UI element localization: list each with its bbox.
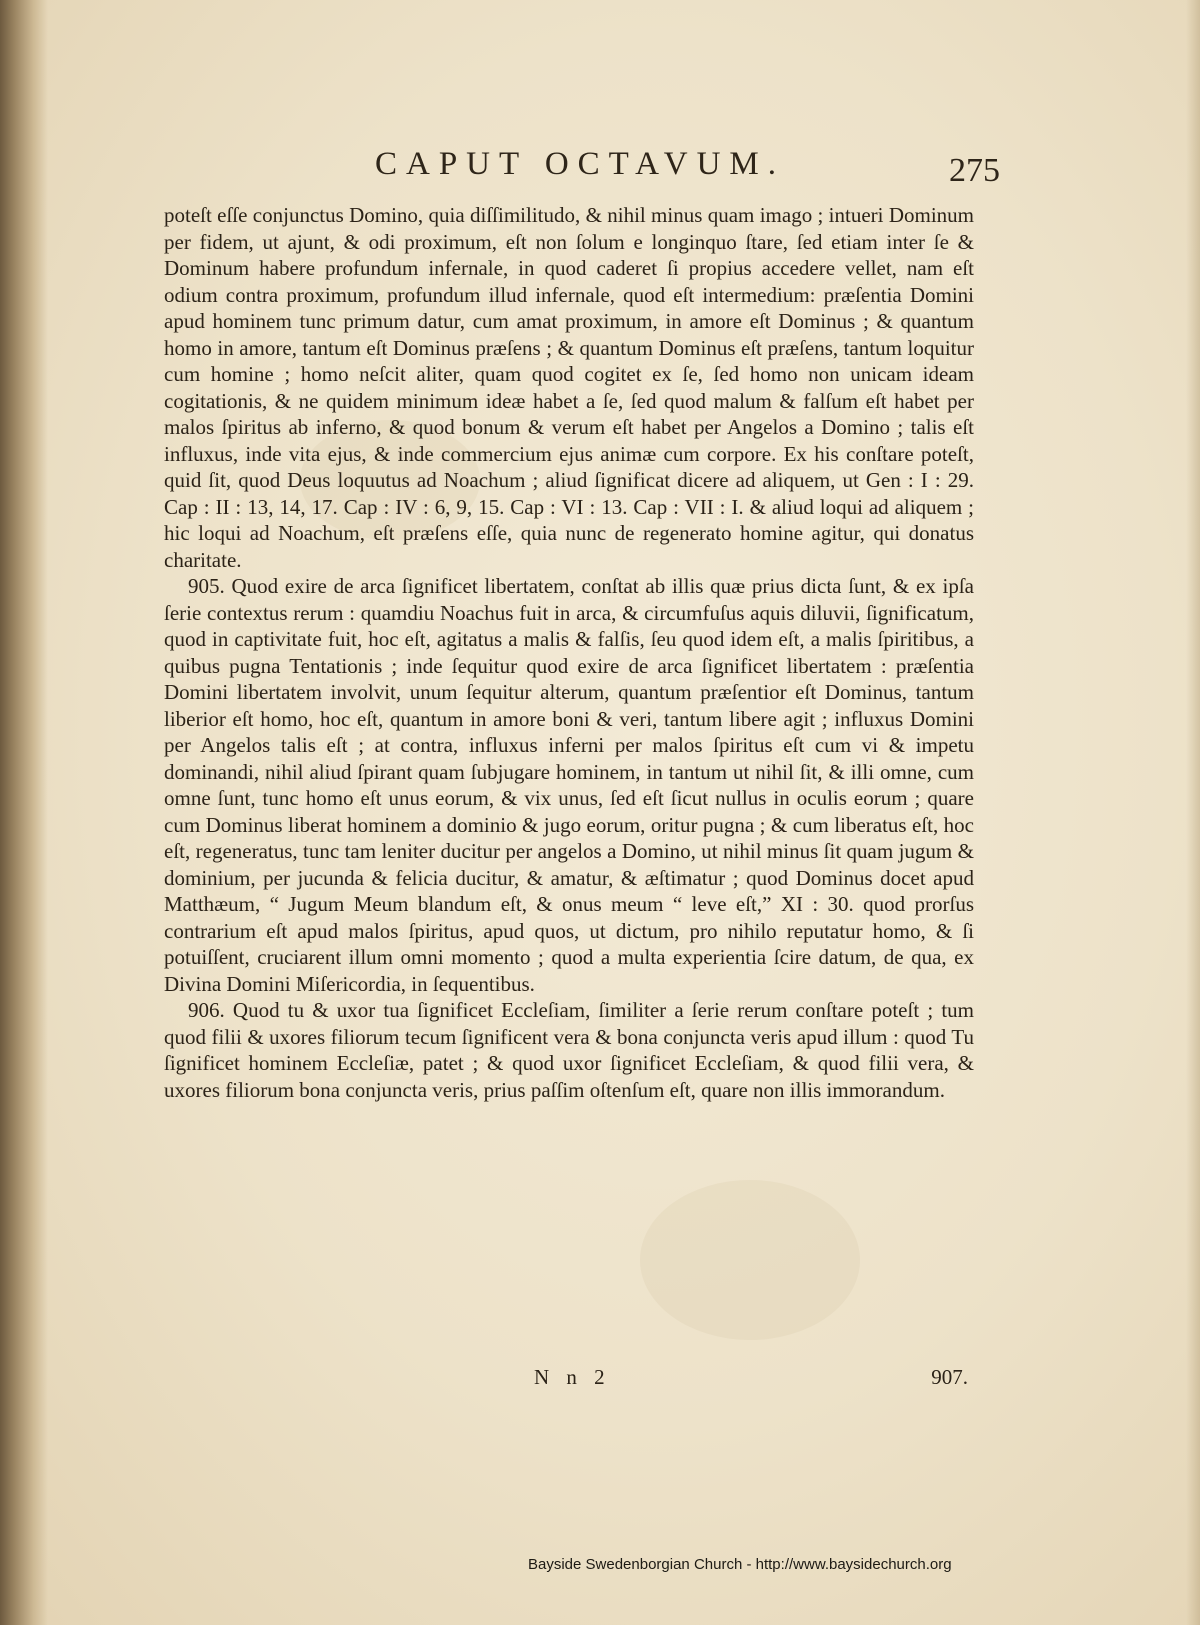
body-text xyxy=(164,202,974,1103)
paragraph-905: 905. Quod exire de arca ſignificet libertatem, conſtat ab illis quæ prius dicta ſunt, & ex ipſa ſerie contextus rerum : quamdiu Noachus fuit in arca, & circumfuſus aquis diluvii, ſignificatum, quod in captivitate fuit, hoc eſt, agitatus a malis & falſis, ſeu quod idem eſt, a malis ſpiritibus, a quibus pugna Tentationis ; inde ſequitur quod exire de arca ſignificet libertatem : præſentia Domini libertatem involvit, unum ſequitur alterum, quantum præſentior eſt Dominus, tantum liberior eſt homo, hoc eſt, quantum in amore boni & veri, tantum libere agit ; influxus Domini per Angelos talis eſt ; at contra, influxus inferni per malos ſpiritus eſt cum vi & impetu dominandi, nihil aliud ſpirant quam ſubjugare hominem, in tantum ut nihil ſit, & illi omne, cum omne ſunt, tunc homo eſt unus eorum, & vix unus, ſed eſt ſicut nullus in oculis eorum ; quare cum Dominus liberat hominem a dominio & jugo eorum, oritur pugna ; & cum liberatus eſt, hoc eſt, regeneratus, tunc tam leniter ducitur per angelos a Domino, ut nihil minus ſit quam jugum & dominium, per jucunda & felicia ducitur, & amatur, & æſtimatur ; quod Dominus docet apud Matthæum, “ Jugum Meum blandum eſt, & onus meum “ leve eſt,” XI : 30. quod prorſus contrarium eſt apud malos ſpiritus, apud quos, ut dictum, pro nihilo reputatur homo, & ſi potuiſſent, cruciarent illum omni momento ; quod a multa experientia ſcire datum, de qua, ex Divina Domini Miſericordia, in ſequentibus. xyxy=(164,574,974,996)
catchword: 907. xyxy=(931,1365,968,1389)
paper-stain xyxy=(640,1180,860,1340)
page-header xyxy=(160,146,1000,190)
spine-shadow xyxy=(0,0,48,1625)
page-number: 275 xyxy=(949,152,1000,189)
page-footer xyxy=(164,1365,974,1395)
running-title: CAPUT OCTAVUM. xyxy=(374,146,786,182)
paragraph-continuation: poteſt eſſe conjunctus Domino, quia diſſimilitudo, & nihil minus quam imago ; intueri Dominum per fidem, ut ajunt, & odi proximum, eſt non ſolum e longinquo ſtare, ſed etiam inter ſe & Dominum habere profundum infernale, in quod caderet ſi propius accedere vellet, nam eſt odium contra proximum, profundum illud infernale, quod eſt intermedium: præſentia Domini apud hominem tunc primum datur, cum amat proximum, in amore eſt Dominus ; & quantum homo in amore, tantum eſt Dominus præſens ; & quantum Dominus eſt præſens, tantum loquitur cum homine ; homo neſcit aliter, quam quod cogitet ex ſe, ſed homo non unicam ideam cogitationis, & ne quidem minimum ideæ habet a ſe, ſed quod malum & falſum eſt habet per malos ſpiritus ab inferno, & quod bonum & verum eſt habet per Angelos a Domino ; talis eſt influxus, inde vita ejus, & inde commercium ejus animæ cum corpore. Ex his conſtare poteſt, quid ſit, quod Deus loquutus ad Noachum ; aliud ſignificat dicere ad aliquem, ut Gen : I : 29. Cap : II : 13, 14, 17. Cap : IV : 6, 9, 15. Cap : VI : 13. Cap : VII : I. & aliud loqui ad aliquem ; hic loqui ad Noachum, eſt præſens eſſe, quia nunc de regenerato homine agitur, qui donatus charitate. xyxy=(164,203,974,572)
signature-mark: N n 2 xyxy=(534,1365,611,1389)
page-edge-shadow xyxy=(1186,0,1200,1625)
paragraph-906: 906. Quod tu & uxor tua ſignificet Eccleſiam, ſimiliter a ſerie rerum conſtare poteſt ; tum quod filii & uxores filiorum tecum ſignificent vera & bona conjuncta veris apud illum : quod Tu ſignificet hominem Eccleſiæ, patet ; & quod uxor ſignificet Eccleſiam, & quod filii vera, & uxores filiorum bona conjuncta veris, prius paſſim oſtenſum eſt, quare non illis immorandum. xyxy=(164,998,974,1102)
credit-watermark: Bayside Swedenborgian Church - http://www.baysidechurch.org xyxy=(528,1556,952,1573)
